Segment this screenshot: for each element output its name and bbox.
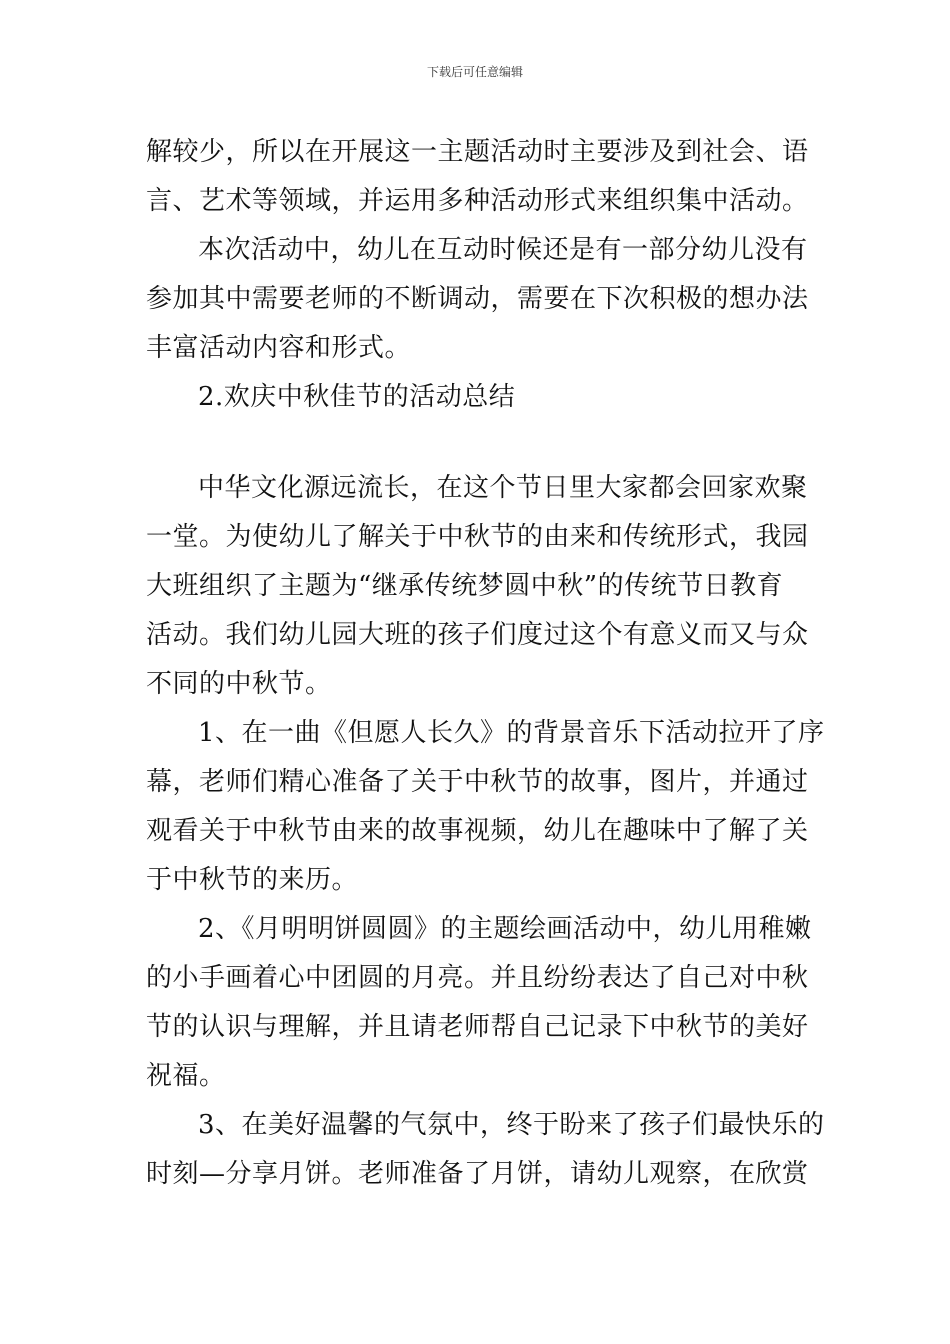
text-line: 幕，老师们精心准备了关于中秋节的故事，图片，并通过 (146, 767, 809, 797)
text-line: 一堂。为使幼儿了解关于中秋节的由来和传统形式，我园 (146, 522, 809, 552)
paragraph (146, 1101, 825, 1199)
text-line: 的小手画着心中团圆的月亮。并且纷纷表达了自己对中秋 (146, 963, 809, 993)
text-line: 大班组织了主题为“继承传统梦圆中秋”的传统节日教育 (146, 571, 784, 601)
text-line: 2、《月明明饼圆圆》的主题绘画活动中，幼儿用稚嫩 (198, 914, 812, 944)
document-body (146, 128, 825, 1199)
text-line: 2.欢庆中秋佳节的活动总结 (198, 382, 516, 412)
paragraph (146, 464, 809, 709)
paragraph (146, 128, 809, 226)
text-line: 丰富活动内容和形式。 (146, 333, 412, 363)
page-header: 下载后可任意编辑 (426, 65, 523, 79)
text-line: 节的认识与理解，并且请老师帮自己记录下中秋节的美好 (146, 1012, 809, 1042)
text-line: 观看关于中秋节由来的故事视频，幼儿在趣味中了解了关 (146, 816, 809, 846)
text-line: 祝福。 (146, 1061, 226, 1091)
text-line: 活动。我们幼儿园大班的孩子们度过这个有意义而又与众 (146, 620, 809, 650)
text-line: 不同的中秋节。 (146, 669, 332, 699)
paragraph (146, 905, 812, 1101)
text-line: 1、在一曲《但愿人长久》的背景音乐下活动拉开了序 (198, 718, 825, 748)
text-line: 言、艺术等领域，并运用多种活动形式来组织集中活动。 (146, 186, 809, 216)
text-line: 时刻—分享月饼。老师准备了月饼，请幼儿观察，在欣赏 (146, 1159, 809, 1189)
paragraph (146, 226, 809, 373)
paragraph (146, 709, 825, 905)
text-line: 本次活动中，幼儿在互动时候还是有一部分幼儿没有 (198, 235, 808, 265)
section-heading (146, 373, 806, 422)
text-line: 中华文化源远流长，在这个节日里大家都会回家欢聚 (198, 473, 808, 503)
text-line: 3、在美好温馨的气氛中，终于盼来了孩子们最快乐的 (198, 1110, 825, 1140)
text-line: 参加其中需要老师的不断调动，需要在下次积极的想办法 (146, 284, 809, 314)
paragraph-gap (146, 422, 806, 464)
text-line: 解较少，所以在开展这一主题活动时主要涉及到社会、语 (146, 137, 809, 167)
text-line: 于中秋节的来历。 (146, 865, 359, 895)
